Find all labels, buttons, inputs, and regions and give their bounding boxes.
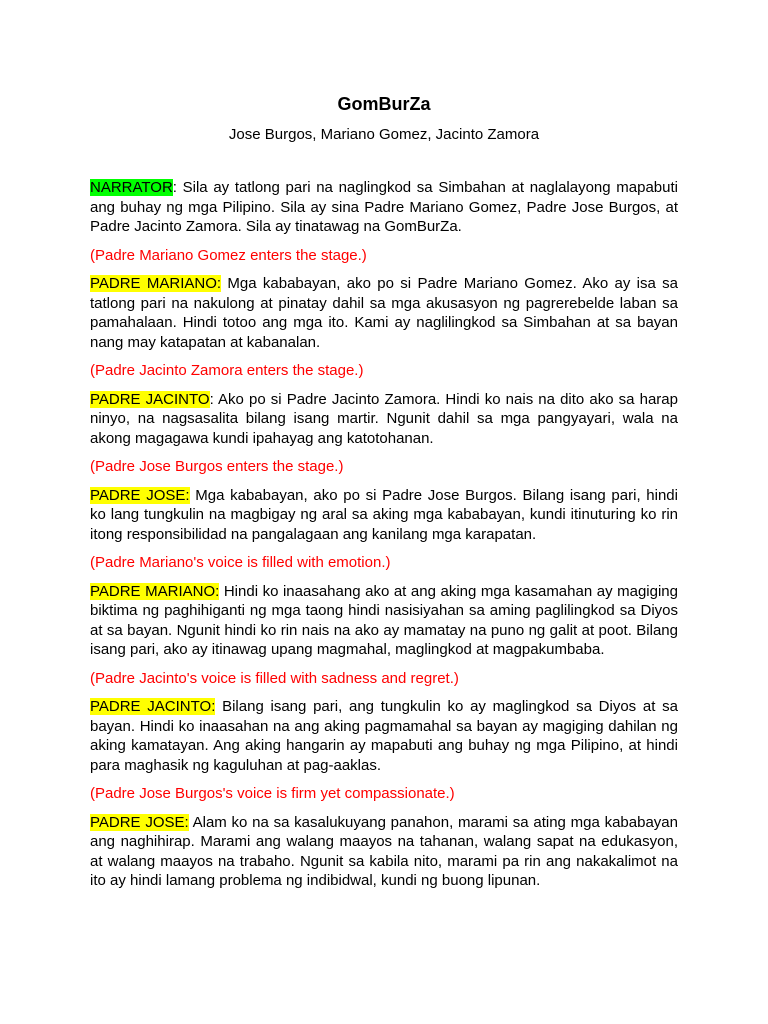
dialogue-text: Hindi ko inaasahang ako at ang aking mga kasamahan ay magiging biktima ng paghihiganti ng mga taong hindi nasisiyahan sa aming paglilingkod sa Diyos at sa bayan. Ngunit hindi ko rin nais na ako ay mamatay na puno ng galit at poot. Bilang isang pari, ako ay itinawag upang magmahal, maglingkod at magpakumbaba. <box>90 582 678 658</box>
speaker-label: PADRE MARIANO: <box>90 275 222 292</box>
stage-direction: (Padre Mariano's voice is filled with emotion.) <box>90 554 391 571</box>
speaker-label: NARRATOR <box>90 179 173 196</box>
dialogue-padre-jacinto <box>90 390 678 449</box>
dialogue-padre-jose <box>90 813 678 891</box>
dialogue-text: Alam ko na sa kasalukuyang panahon, marami sa ating mga kababayan ang naghihirap. Marami ang walang maayos na tahanan, walang sapat na edukasyon, at walang maayos na trabaho. Ngunit sa kabila nito, marami pa rin ang nakakalimot na ito ay hindi lamang problema ng indibidwal, kundi ng buong lipunan. <box>90 813 678 889</box>
dialogue-text: : Sila ay tatlong pari na naglingkod sa Simbahan at naglalayong mapabuti ang buhay ng mga Pilipino. Sila ay sina Padre Mariano Gomez, Padre Jose Burgos, at Padre Jacinto Zamora. Sila ay tinatawag na GomBurZa. <box>90 179 678 235</box>
dialogue-padre-mariano <box>90 582 678 660</box>
dialogue-padre-mariano <box>90 274 678 352</box>
speaker-label: PADRE JOSE: <box>90 486 190 504</box>
speaker-label: PADRE JOSE: <box>90 813 189 831</box>
speaker-label: PADRE JACINTO: <box>90 698 216 715</box>
stage-direction: (Padre Jacinto Zamora enters the stage.) <box>90 362 364 379</box>
dialogue-text: Bilang isang pari, ang tungkulin ko ay maglingkod sa Diyos at sa bayan. Hindi ko inaasahan na ang aking pagmamahal sa bayan ay magiging dahilan ng aking kamatayan. Ang aking hangarin ay mapabuti ang buhay ng mga Pilipino, at hindi para maghasik ng kaguluhan at pag-aaklas. <box>90 698 678 774</box>
dialogue-narrator <box>90 178 678 237</box>
dialogue-padre-jose <box>90 486 678 545</box>
document-subtitle: Jose Burgos, Mariano Gomez, Jacinto Zamora <box>228 126 540 143</box>
stage-direction: (Padre Mariano Gomez enters the stage.) <box>90 246 367 264</box>
stage-direction: (Padre Jose Burgos enters the stage.) <box>90 458 344 475</box>
speaker-label: PADRE JACINTO <box>90 390 210 408</box>
stage-direction: (Padre Jacinto's voice is filled with sadness and regret.) <box>90 669 459 687</box>
speaker-label: PADRE MARIANO: <box>90 582 220 600</box>
dialogue-text: Mga kababayan, ako po si Padre Jose Burgos. Bilang isang pari, hindi ko lang tungkulin na magbigay ng aral sa aking mga kababayan, kundi itinuturing ko rin itong responsibilidad na pangalagaan ang kanilang mga karapatan. <box>90 486 678 543</box>
dialogue-text: Mga kababayan, ako po si Padre Mariano Gomez. Ako ay isa sa tatlong pari na nakulong at pinatay dahil sa mga akusasyon ng pagrerebelde laban sa pamahalaan. Hindi totoo ang mga ito. Kami ay naglilingkod sa Simbahan at sa bayan nang may katapatan at kabanalan. <box>90 275 678 351</box>
dialogue-text: : Ako po si Padre Jacinto Zamora. Hindi ko nais na dito ako sa harap ninyo, na nagsasalita bilang isang martir. Ngunit dahil sa mga pangyayari, wala na akong magagawa kundi ipahayag ang katotohanan. <box>90 390 678 447</box>
document-title: GomBurZa <box>337 94 431 114</box>
stage-direction: (Padre Jose Burgos's voice is firm yet compassionate.) <box>90 785 455 802</box>
dialogue-padre-jacinto <box>90 697 678 775</box>
